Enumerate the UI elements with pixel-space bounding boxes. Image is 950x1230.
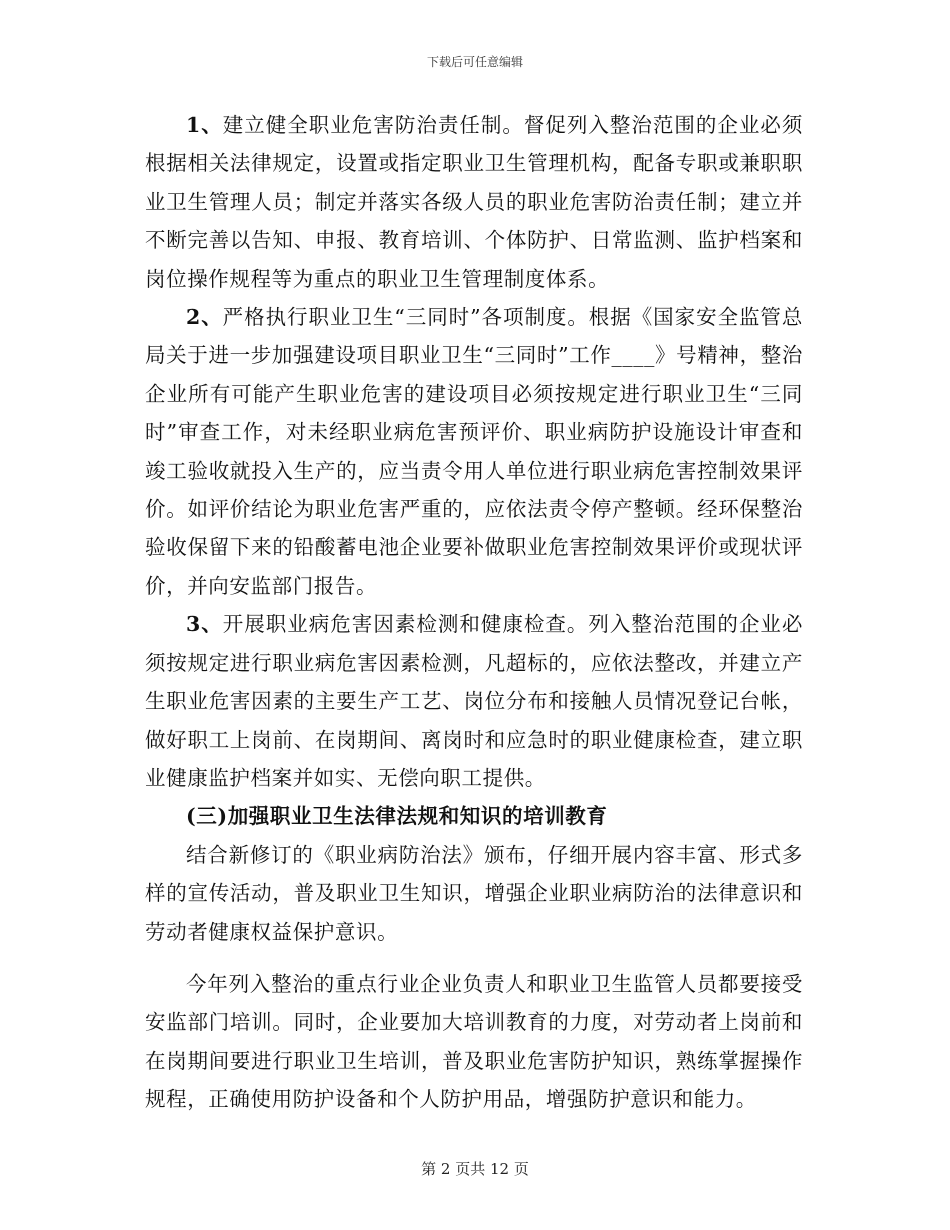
paragraph-item-1 — [145, 106, 803, 298]
document-body — [145, 106, 803, 1119]
paragraph-item-3 — [145, 605, 803, 797]
paragraph-item-2 — [145, 298, 803, 605]
body-paragraph: 今年列入整治的重点行业企业负责人和职业卫生监管人员都要接受安监部门培训。同时，企业要加大培训教育的力度，对劳动者上岗前和在岗期间要进行职业卫生培训，普及职业危害防护知识，熟练掌握操作规程，正确使用防护设备和个人防护用品，增强防护意识和能力。 — [145, 971, 803, 1112]
item-text: 建立健全职业危害防治责任制。督促列入整治范围的企业必须根据相关法律规定，设置或指定职业卫生管理机构，配备专职或兼职职业卫生管理人员；制定并落实各级人员的职业危害防治责任制；建立并不断完善以告知、申报、教育培训、个体防护、日常监测、监护档案和岗位操作规程等为重点的职业卫生管理制度体系。 — [145, 113, 803, 291]
item-number: 1、 — [186, 113, 223, 137]
section-heading: (三)加强职业卫生法律法规和知识的培训教育 — [186, 804, 608, 829]
page-footer: 第 2 页共 12 页 — [421, 1160, 529, 1178]
item-number: 3、 — [186, 612, 223, 637]
body-paragraph: 结合新修订的《职业病防治法》颁布，仔细开展内容丰富、形式多样的宣传活动，普及职业卫生知识，增强企业职业病防治的法律意识和劳动者健康权益保护意识。 — [145, 842, 803, 944]
item-text: 开展职业病危害因素检测和健康检查。列入整治范围的企业必须按规定进行职业病危害因素检测，凡超标的，应依法整改，并建立产生职业危害因素的主要生产工艺、岗位分布和接触人员情况登记台帐，做好职工上岗前、在岗期间、离岗时和应急时的职业健康检查，建立职业健康监护档案并如实、无偿向职工提供。 — [145, 612, 803, 790]
item-text: 严格执行职业卫生“三同时”各项制度。根据《国家安全监管总局关于进一步加强建设项目职业卫生“三同时”工作____》号精神，整治企业所有可能产生职业危害的建设项目必须按规定进行职业卫生“三同时”审查工作，对未经职业病危害预评价、职业病防护设施设计审查和竣工验收就投入生产的，应当责令用人单位进行职业病危害控制效果评价。如评价结论为职业危害严重的，应依法责令停产整顿。经环保整治验收保留下来的铅酸蓄电池企业要补做职业危害控制效果评价或现状评价，并向安监部门报告。 — [145, 305, 803, 598]
paragraph-spacer — [145, 951, 803, 965]
page-header: 下载后可任意编辑 — [426, 55, 523, 69]
item-number: 2、 — [186, 305, 223, 330]
